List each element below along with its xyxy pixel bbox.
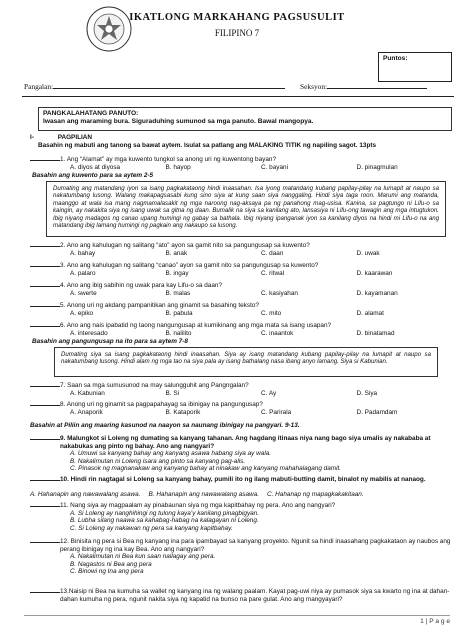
choice-c: C. inaantok: [261, 329, 294, 337]
choice-b: B. Lubha silang naawa sa kahabag-habag na kalagayan ni Loleng.: [70, 517, 259, 525]
choice-a: A. Kabunian: [70, 389, 105, 397]
choice-a: A. epiko: [70, 309, 94, 317]
choice-a: A. palaro: [70, 269, 96, 277]
answer-blank-9[interactable]: [30, 434, 60, 440]
name-field[interactable]: [53, 82, 285, 89]
question-text: 4. Ano ang ibig sabihin ng uwak para kay Lifu-o sa daan?: [60, 282, 223, 289]
choice-b: B. anak: [165, 249, 188, 257]
subject-title: FILIPINO 7: [214, 28, 260, 38]
answer-blank-7[interactable]: [30, 381, 60, 387]
score-label: Puntos:: [383, 55, 408, 62]
choice-d: D. Padamdam: [356, 408, 398, 416]
question-text: 11. Nang siya ay magpaalam ay pinabaunan siya ng mga kapitbahay ng pera. Ano ang nangyari?: [60, 502, 336, 509]
section-numeral: I-: [30, 134, 34, 141]
choice-d: D. pinagmulan: [356, 163, 398, 171]
choice-b: B. pabula: [165, 309, 193, 317]
footer-divider: [24, 615, 450, 616]
choice-d: D. Siya: [356, 389, 378, 397]
question-7: [60, 381, 452, 397]
question-4: [60, 281, 452, 297]
choice-d: D. kaarawan: [356, 269, 393, 277]
choice-c: C. kasiyahan: [261, 289, 298, 297]
choice-b: B. Si: [165, 389, 179, 397]
choice-a: A. Si Loleng ay nanghihingi ng tulong kaya’y kanilang pinagbigyan.: [70, 509, 260, 517]
passage-1-label: Basahin ang kuwento para sa aytem 2-5: [32, 172, 154, 179]
answer-blank-2[interactable]: [30, 241, 60, 247]
question-text: 7. Saan sa mga sumusunod na may salungguhit ang Pangngalan?: [60, 382, 249, 389]
passage-2-label: Basahin ang pangungusap na ito para sa aytem 7-8: [32, 338, 188, 345]
section-header: [30, 134, 450, 142]
choice-a: A. Hahanapin ang nawawalang asawa.: [30, 491, 141, 498]
section-instruction: Basahin ng mabuti ang tanong sa bawat aytem. Isulat sa patlang ang MALAKING TITIK ng napiling sagot. 13pts: [38, 142, 377, 149]
choice-a: A. Umuwi sa kanyang bahay ang kanyang asawa habang siya ay wala.: [70, 450, 272, 458]
choice-b: B. Nagastos ni Bea ang pera: [70, 560, 152, 568]
question-text: 8. Anong uri ng ginamit sa pagpapahayag sa ibinigay na pangungusap?: [60, 401, 263, 408]
question-12: [60, 537, 452, 576]
choice-b: B. hayop: [165, 163, 191, 171]
instructions-text: Iwasan ang maraming bura. Siguraduhing sumunod sa mga panuto. Bawal mangopya.: [43, 117, 314, 125]
exam-title: IKATLONG MARKAHANG PAGSUSULIT: [129, 12, 345, 23]
question-8: [60, 400, 452, 416]
section-label: Seksyon:: [300, 82, 328, 91]
page-number: 1 | P a g e: [420, 618, 450, 626]
choice-c: C. Binowi ng Ina ang pera: [70, 568, 144, 576]
choice-c: C. ritwal: [261, 269, 285, 277]
question-text: 10. Hindi rin nagtagal si Loleng sa kanyang bahay, pumili ito ng ilang mabuti-butting damit, binalot ny mabilis at nanaog.: [60, 476, 426, 483]
answer-blank-4[interactable]: [30, 281, 60, 287]
choice-c: C. Si Loleng ay nakawan ng pera sa kanyang kapitbahay.: [70, 524, 233, 532]
header-divider: [22, 96, 454, 97]
name-row: [24, 82, 285, 92]
choice-c: C. mito: [261, 309, 282, 317]
score-box[interactable]: [378, 52, 452, 82]
question-6: [60, 321, 452, 337]
choice-a: A. diyos at diyosa: [70, 163, 121, 171]
general-instructions-box: [38, 107, 452, 131]
question-2: [60, 241, 452, 257]
answer-blank-5[interactable]: [30, 301, 60, 307]
question-10-choices: [30, 491, 450, 499]
choice-b: B. Nakalimutan ni Loleng isara ang pinto sa kanyang pag-alis.: [70, 457, 246, 465]
choice-b: B. malas: [165, 289, 191, 297]
choice-a: A. Anaporik: [70, 408, 103, 416]
choice-a: A. swerte: [70, 289, 97, 297]
choice-c: C. Ay: [261, 389, 277, 397]
question-11: [60, 501, 452, 532]
question-10: [60, 475, 452, 484]
question-5: [60, 301, 452, 317]
passage-1-text: Dumating ang matandang iyon sa isang pagkakataong hindi inaasahan. Isa iyong matandang kubang papilay-pilay na lumapit at naupo sa nakatumbang lusong. Walang makapagsasabi kung sino siya at kung saan siya nanggaling. Hindi siya taga roon. Marumi ang matanda, maanggo at wala isa mang nagmamalasakit ng mga naroong nag-aksaya pa ng panahong mag-usisa. Kanina, sa pagtungo ni Lifu-o sa kaingin, ay nakakita siya ng isang uwak sa gitna ng daan. Bumalik na siya sa kanilang ato, lansasiya ni Lifu-ong tawagin ang mga intugtukon. Ibig niyang madagos ng canao upang humingi ng gabay sa bathala. Ibig niyang ipanganak iyon sa kanilang diyos na hindi mi Lifu-o na ang matandang ibig lamang humingi ng pagkain ang nakaupo sa lusong.: [53, 185, 439, 230]
question-text: 9. Malungkot si Loleng ng dumating sa kanyang tahanan. Ang hagdang itinaas niya nang bago siya umalis ay nakababa at nakabukas ang pinto ng bahay. Ano ang nangyari?: [60, 435, 431, 450]
choice-d: D. uwak: [356, 249, 380, 257]
answer-blank-10[interactable]: [30, 475, 60, 481]
choice-c: C. Hahanap ng mapagkakakitaan.: [267, 491, 364, 498]
question-text: 2. Ano ang kahulugan ng salitang “ato” ayon sa gamit nito sa pangungusap sa kuwento?: [60, 242, 310, 249]
instructions-heading: PANGKALAHATANG PANUTO:: [43, 110, 139, 117]
choice-d: D. binatamad: [356, 329, 395, 337]
question-3: [60, 261, 452, 277]
question-text: 1. Ang “Alamat” ay mga kuwento tungkol sa anong uri ng kuwentong bayan?: [60, 156, 276, 163]
choice-b: B. Kataporik: [165, 408, 201, 416]
choice-c: C. Pinasok ng magnanakaw ang kanyang bahay at ninakaw ang kanyang mahahalagang damit.: [70, 465, 342, 473]
answer-blank-8[interactable]: [30, 400, 60, 406]
choice-d: D. alamat: [356, 309, 384, 317]
question-text: 13.Naisip ni Bea na kumuha sa wallet ng kanyang ina ng walang paalam. Kayat pag-uwi niya ay pumasok siya sa kwarto ng ina at dahan-dahan kumuha ng pera, ngunit nakita siya ng kapatid na bunso na pare gulat. Ano ang mangyayari?: [60, 588, 450, 603]
passage-1-box: [46, 181, 446, 237]
answer-blank-11[interactable]: [30, 501, 60, 507]
question-1: [60, 155, 452, 171]
question-13: [60, 587, 452, 603]
choice-c: C. daan: [261, 249, 284, 257]
passage-2-text: Dumating siya sa isang pagkakataong hindi inaasahan. Siya ay isang matandang kubang papilay-pilay na lumapit at naupo sa nakatumbang lusong. Hindi alam ng mga tao na siya pala ay isang bathalang nasa ibang anyo lamang. Siya si Kabunian.: [61, 351, 431, 366]
section-2-instruction: Basahin at Piliin ang maaring kasunod na naayon sa naunang ibinigay na pangyari. 9-13.: [30, 422, 300, 429]
answer-blank-12[interactable]: [30, 537, 60, 543]
section-field[interactable]: [327, 82, 427, 89]
choice-a: A. bahay: [70, 249, 96, 257]
question-text: 5. Anong uri ng akdang pampanitikan ang ginamit sa basahing teksto?: [60, 302, 259, 309]
passage-2-box: [54, 347, 438, 377]
answer-blank-6[interactable]: [30, 321, 60, 327]
choice-c: C. bayani: [261, 163, 288, 171]
answer-blank-1[interactable]: [30, 155, 60, 161]
choice-b: B. Hahanapin ang nawawalang asawa.: [148, 491, 259, 498]
answer-blank-13[interactable]: [30, 587, 60, 593]
question-9: [60, 434, 452, 473]
name-label: Pangalan:: [24, 82, 54, 91]
question-text: 12. Binisita ng pera si Bea ng kanyang ina para ipambayad sa kanyang proyekto. Ngunit sa hindi inaasahang pagkakataon ay naubos ang perang ibinigay ng ina kay Bea. Ano ang nangyari?: [60, 538, 451, 553]
section-row: [300, 82, 427, 92]
choice-d: D. kayamanan: [356, 289, 398, 297]
question-text: 3. Ano ang kahulugan ng salitang “canao” ayon sa gamit nito sa pangungusap sa kuwento?: [60, 262, 319, 269]
choice-a: A. interesado: [70, 329, 108, 337]
section-name: PAGPILIAN: [57, 134, 93, 141]
question-text: 6. Ano ang nais ipabatid ng taong nangungusap at kumikinang ang mga mata sa isang usapan?: [60, 322, 332, 329]
choice-c: C. Parirala: [261, 408, 292, 416]
choice-b: B. nalilito: [165, 329, 192, 337]
answer-blank-3[interactable]: [30, 261, 60, 267]
choice-b: B. ingay: [165, 269, 189, 277]
choice-a: A. Nakalimutan ni Bea kun saan nailagay ang pera.: [70, 553, 216, 561]
